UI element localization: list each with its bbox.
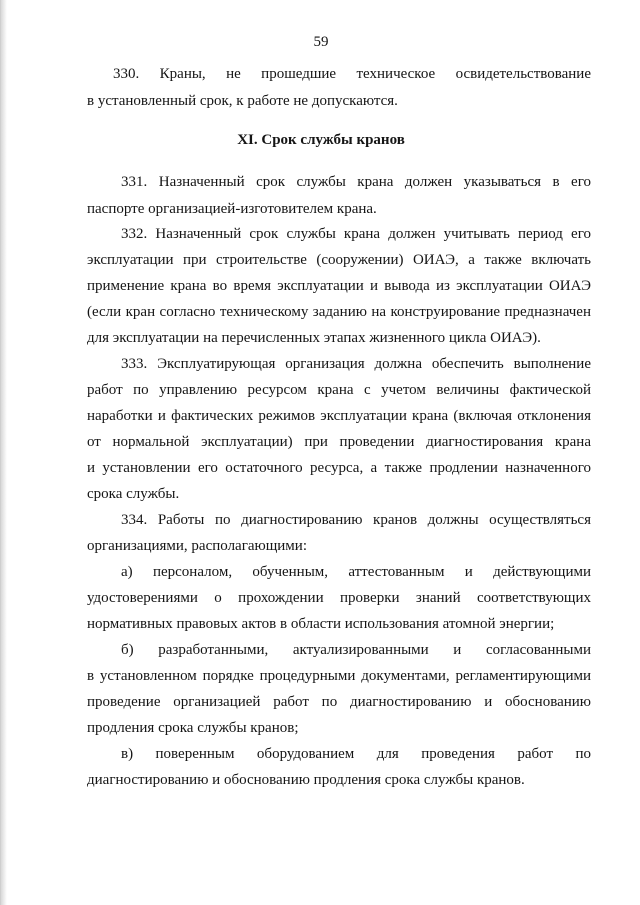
item-a-line-1: а) персоналом, обученным, аттестованным и действующими — [121, 564, 591, 580]
item-v-line-2: диагностированию и обоснованию продления срока службы кранов. — [87, 772, 525, 788]
p331-line-1: 331. Назначенный срок службы крана должен указываться в его — [121, 174, 591, 190]
p334-line-2: организациями, располагающими: — [87, 538, 307, 554]
item-a-line-3: нормативных правовых актов в области использования атомной энергии; — [87, 616, 555, 632]
p333-line-2: работ по управлению ресурсом крана с учетом величины фактической — [87, 382, 591, 398]
p332-line-3: применение крана во время эксплуатации и вывода из эксплуатации ОИАЭ — [87, 278, 591, 294]
item-a-line-2: удостоверениями о прохождении проверки знаний соответствующих — [87, 590, 591, 606]
p333-line-6: срока службы. — [87, 486, 180, 502]
item-v-line-1: в) поверенным оборудованием для проведения работ по — [121, 746, 591, 762]
p332-line-2: эксплуатации при строительстве (сооружении) ОИАЭ, а также включать — [87, 252, 591, 268]
p330-line-2: в установленный срок, к работе не допускаются. — [87, 93, 398, 109]
p333-line-1: 333. Эксплуатирующая организация должна обеспечить выполнение — [121, 356, 591, 372]
item-b-line-1: б) разработанными, актуализированными и согласованными — [121, 642, 591, 658]
p330-line-1: 330. Краны, не прошедшие техническое освидетельствование — [113, 66, 591, 82]
page-number: 59 — [313, 34, 329, 50]
item-b-line-4: продления срока службы кранов; — [87, 720, 299, 736]
p332-line-5: для эксплуатации на перечисленных этапах жизненного цикла ОИАЭ). — [87, 330, 541, 346]
p332-line-1: 332. Назначенный срок службы крана должен учитывать период его — [121, 226, 591, 242]
item-b-line-2: в установленном порядке процедурными документами, регламентирующими — [87, 668, 591, 684]
p334-line-1: 334. Работы по диагностированию кранов должны осуществляться — [121, 512, 591, 528]
p332-line-4: (если кран согласно техническому заданию на конструирование предназначен — [87, 304, 591, 320]
section-heading: XI. Срок службы кранов — [237, 132, 405, 148]
p333-line-4: от нормальной эксплуатации) при проведении диагностирования крана — [87, 434, 591, 450]
p333-line-3: наработки и фактических режимов эксплуатации крана (включая отклонения — [87, 408, 591, 424]
p331-line-2: паспорте организацией-изготовителем крана. — [87, 201, 377, 217]
item-b-line-3: проведение организацией работ по диагностированию и обоснованию — [87, 694, 591, 710]
p333-line-5: и установлении его остаточного ресурса, а также продлении назначенного — [87, 460, 591, 476]
